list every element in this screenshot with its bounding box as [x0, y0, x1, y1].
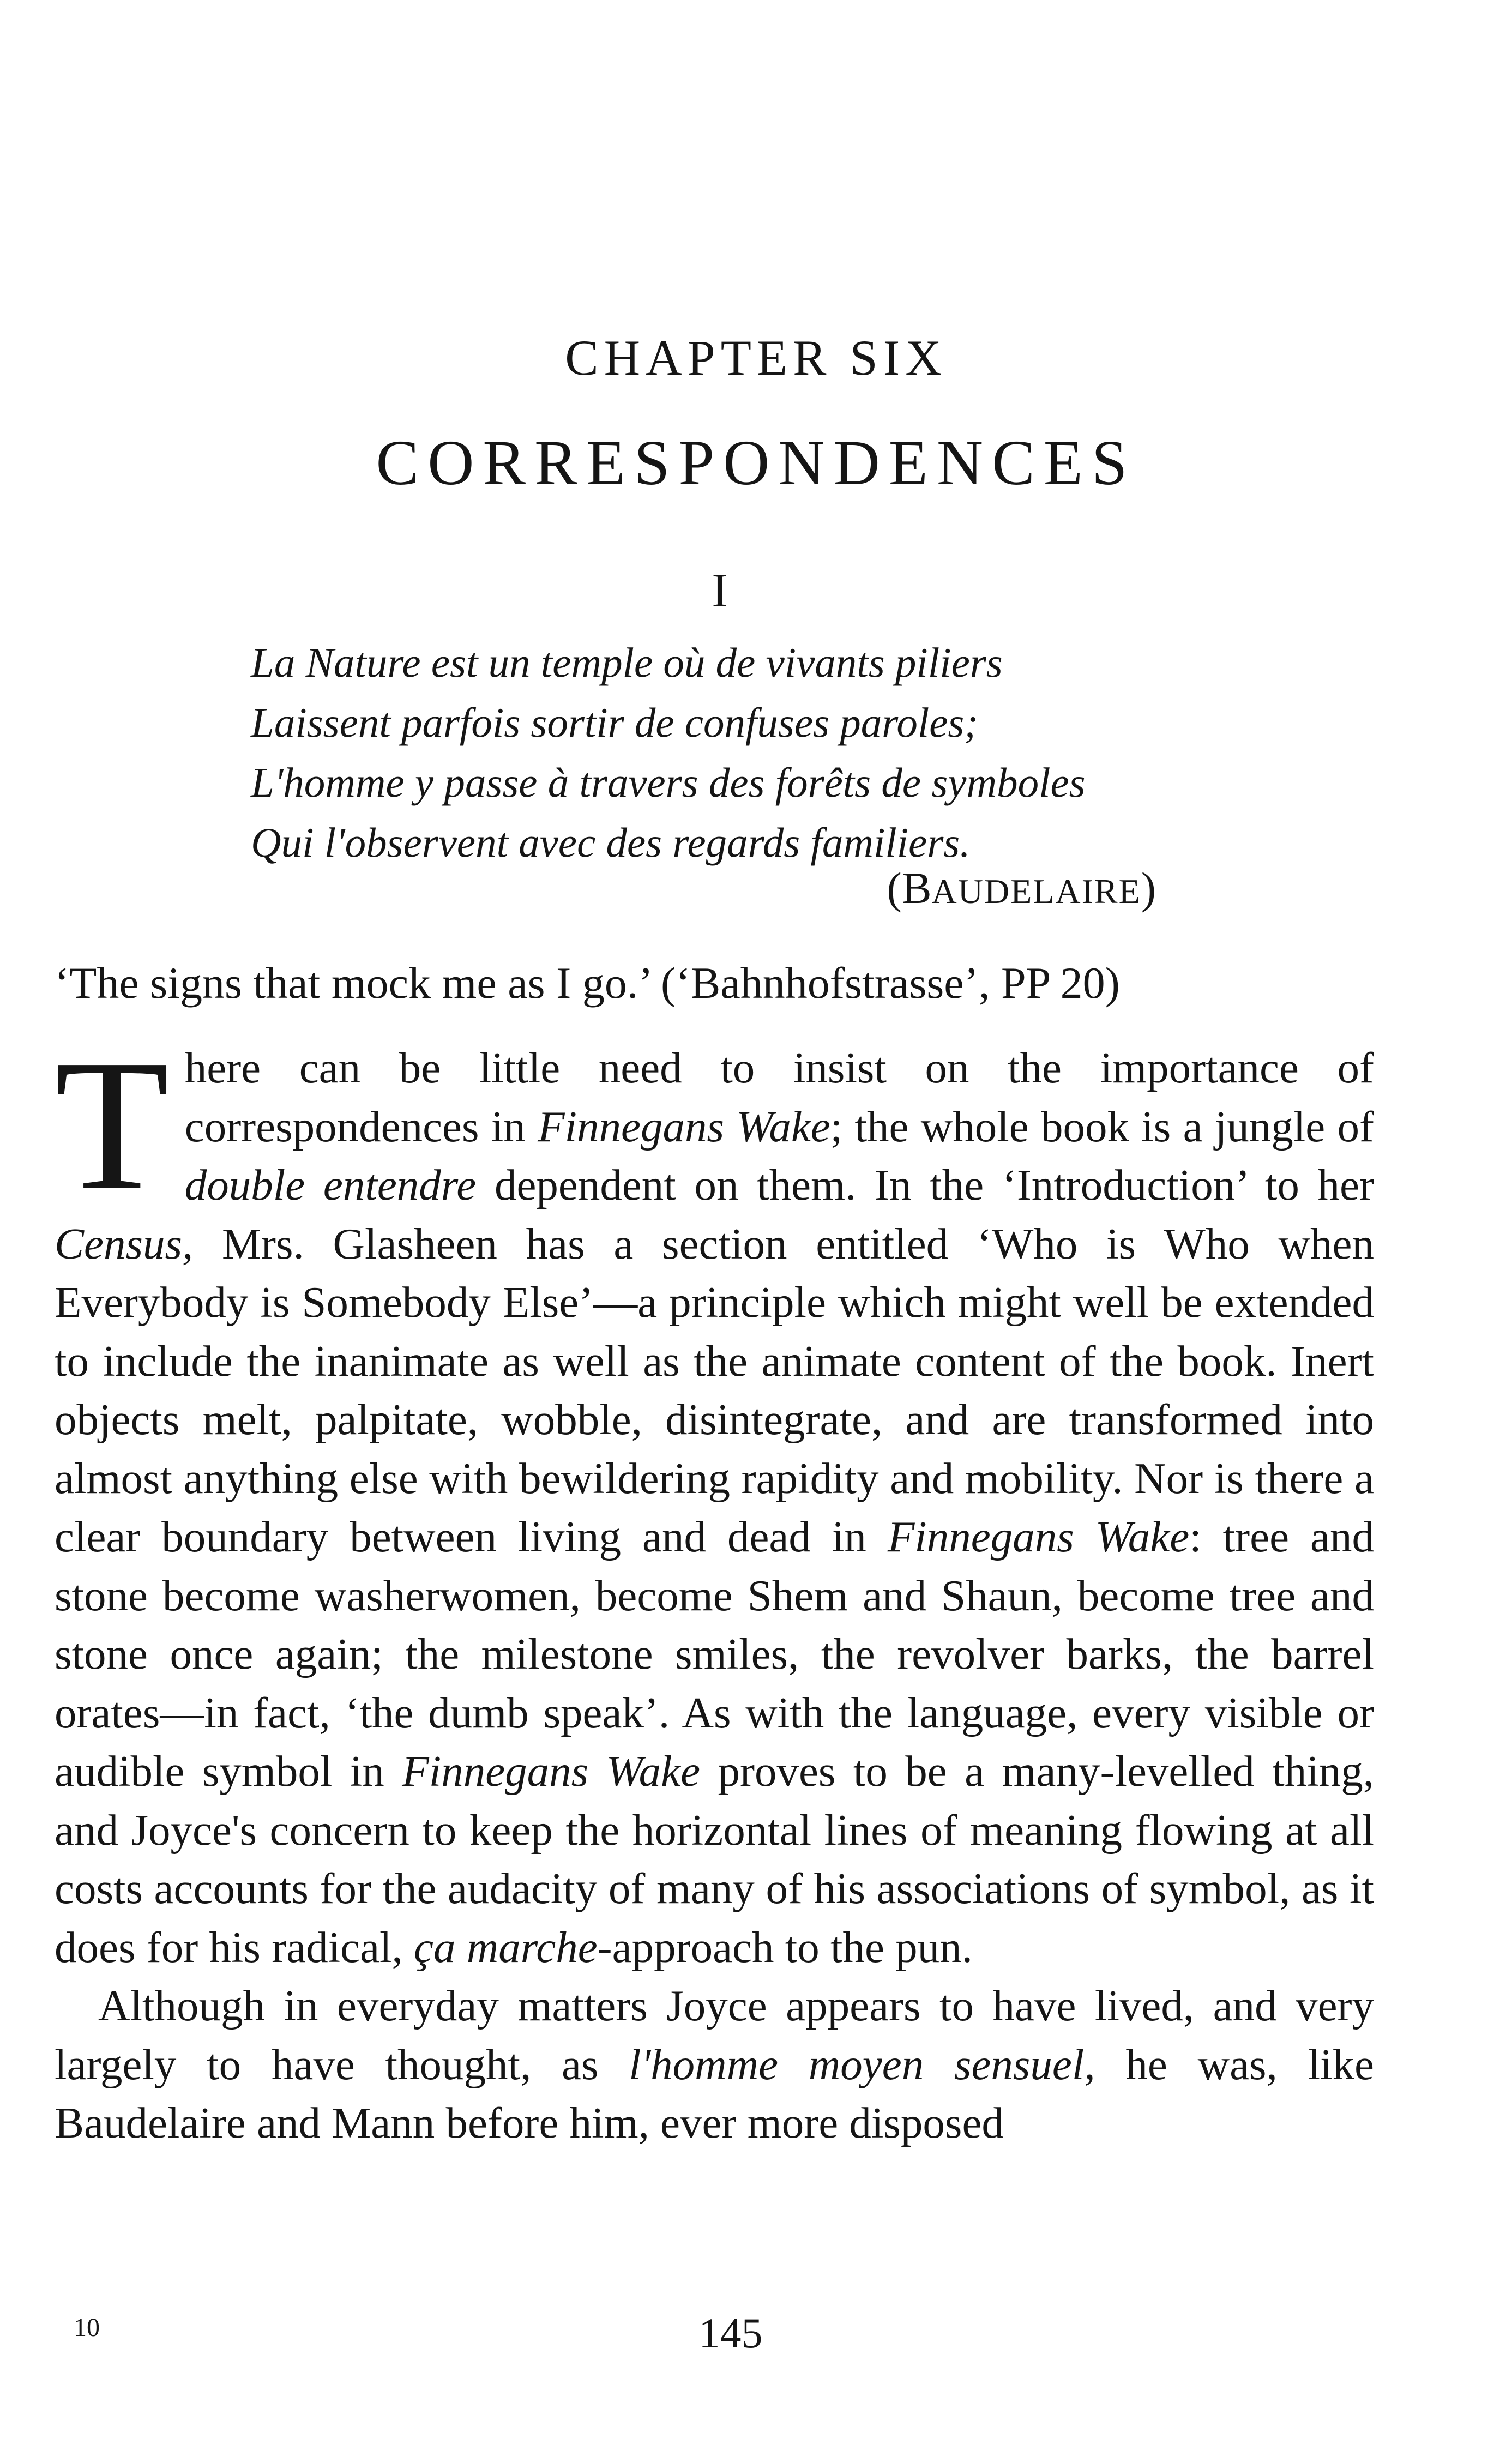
body-text	[55, 1021, 1374, 2153]
chapter-title: CORRESPONDENCES	[376, 427, 1136, 498]
text-run: Mrs. Glasheen has a section entitled ‘Who is Who when Everybody is Somebody Else’—a principle which might well be extended to include the inanimate as well as the animate content of the book. Inert objects melt, palpitate, wobble, disintegrate, and are transformed into almost anything else with bewildering rapidity and mobility. Nor is there a clear boundary between living and dead in	[55, 1219, 1374, 1561]
paragraph-1	[55, 1021, 1374, 1977]
page-number: 145	[698, 2309, 763, 2357]
section-numeral: I	[712, 564, 728, 617]
chapter-label: CHAPTER SIX	[565, 330, 947, 386]
attribution-smallcaps: AUDELAIRE	[931, 872, 1141, 911]
epigraph-line: La Nature est un temple où de vivants piliers	[251, 639, 1003, 686]
italic-run: ça marche	[414, 1922, 598, 1972]
italic-run: Finnegans Wake	[887, 1512, 1190, 1561]
epigraph-line: L'homme y passe à travers des forêts de symboles	[251, 759, 1086, 806]
signature-mark: 10	[74, 2313, 100, 2342]
text-run: Although in everyday matters Joyce appears to have lived, and very largely to have thought, as	[55, 1981, 1374, 2089]
italic-run: Finnegans Wake	[538, 1101, 830, 1151]
paragraph-2	[55, 1977, 1374, 2153]
text-run: he was, like Baudelaire and Mann before him, ever more disposed	[55, 2039, 1374, 2147]
epigraph	[251, 633, 1178, 872]
attribution-open: (B	[887, 863, 932, 913]
italic-run: Finnegans Wake	[402, 1747, 701, 1796]
text-run: proves to be a many-levelled thing, and Joyce's concern to keep the horizontal lines of meaning flowing at all costs accounts for the audacity of many of his associations of symbol, as it does for his radical,	[55, 1747, 1374, 1972]
italic-run: Census,	[55, 1219, 194, 1268]
italic-run: l'homme moyen sensuel,	[629, 2039, 1095, 2089]
text-run: here can be little need to insist on the importance of correspondences in	[184, 1043, 1374, 1151]
motto-quote: ‘The signs that mock me as I go.’ (‘Bahnhofstrasse’, PP 20)	[55, 958, 1120, 1008]
attribution-close: )	[1141, 863, 1156, 913]
text-run: ; the whole book is a jungle of	[830, 1101, 1374, 1151]
drop-cap: T	[55, 1021, 170, 1229]
epigraph-line: Qui l'observent avec des regards familiers.	[251, 819, 971, 866]
text-run: : tree and stone become washerwomen, become Shem and Shaun, become tree and stone once again; the milestone smiles, the revolver barks, the barrel orates—in fact, ‘the dumb speak’. As with the language, every visible or audible symbol in	[55, 1512, 1374, 1796]
text-run: dependent on them. In the ‘Introduction’ to her	[476, 1160, 1374, 1209]
epigraph-attribution	[807, 863, 1156, 913]
text-run: -approach to the pun.	[597, 1922, 973, 1972]
epigraph-line: Laissent parfois sortir de confuses paroles;	[251, 699, 979, 746]
italic-run: double entendre	[184, 1160, 477, 1209]
